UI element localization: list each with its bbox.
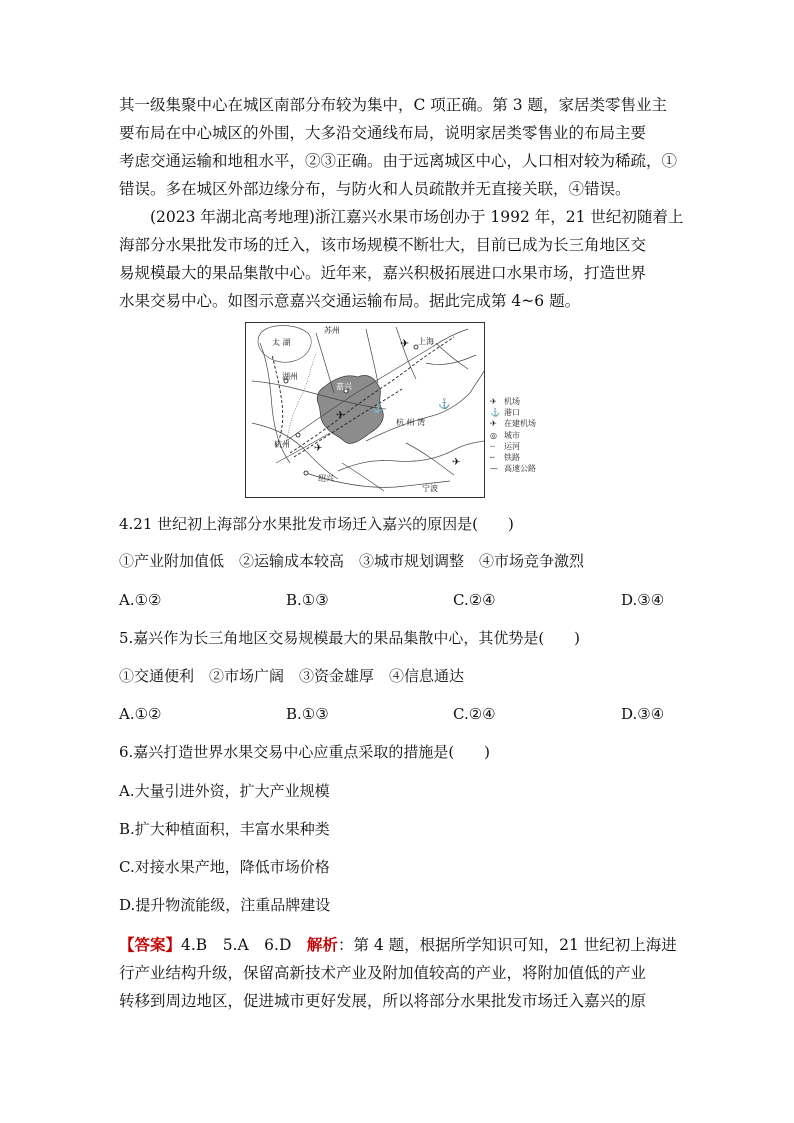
city-dot-hangzhou (296, 433, 300, 437)
port-icon: ⚓ (372, 403, 385, 414)
legend-city: ◎ 城市 (490, 430, 520, 440)
label-hangzhouwan: 杭 州 湾 (396, 418, 426, 427)
q6-option-c[interactable]: C.对接水果产地，降低市场价格 (119, 858, 330, 876)
intro-line: 要布局在中心城区的外围，大多沿交通线布局，说明家居类零售业的布局主要 (119, 124, 647, 142)
q6-option-d[interactable]: D.提升物流能级，注重品牌建设 (119, 896, 331, 914)
q5-option-c[interactable]: C.②④ (453, 705, 496, 723)
jiaxing-transport-map (245, 322, 485, 498)
question-stem-paragraph (119, 203, 684, 315)
city-icon: ◎ (490, 430, 497, 440)
legend-railway: ╌ 铁路 (490, 453, 520, 463)
map-legend (490, 396, 536, 474)
q4-option-c[interactable]: C.②④ (453, 591, 496, 609)
legend-canal: ┈ 运河 (490, 441, 520, 451)
stem-line: 易规模最大的果品集散中心。近年来，嘉兴积极拓展进口水果市场，打造世界 (119, 264, 647, 282)
q6-option-a[interactable]: A.大量引进外资，扩大产业规模 (119, 782, 330, 800)
q5-option-a[interactable]: A.①② (119, 705, 162, 723)
answer-values: 4.B 5.A 6.D (181, 936, 292, 954)
legend-airport-construction: ✈ 在建机场 (490, 419, 536, 429)
q5-stem: 5.嘉兴作为长三角地区交易规模最大的果品集散中心，其优势是( ) (119, 629, 581, 647)
airport-icon-hangzhou: ✈ (314, 443, 323, 454)
analysis-line-1: ：第 4 题，根据所学知识可知，21 世纪初上海进 (337, 936, 677, 954)
airport-icon-shanghai: ✈ (400, 337, 410, 350)
answer-tag: 【答案】 (119, 935, 182, 954)
port-icon: ⚓ (438, 399, 451, 410)
anchor-icon: ⚓ (490, 408, 500, 418)
stem-line: (2023 年湖北高考地理)浙江嘉兴水果市场创办于 1992 年，21 世纪初随着上 (150, 208, 684, 226)
airport-construction-icon: ✈ (490, 419, 497, 429)
q5-option-d[interactable]: D.③④ (621, 705, 665, 723)
city-dot-shaoxing (304, 471, 308, 475)
railway-line-icon: ╌ (490, 453, 495, 463)
label-taihu: 太 湖 (272, 338, 291, 347)
canal-line-icon: ┈ (490, 441, 495, 451)
analysis-line-2: 行产业结构升级，保留高新技术产业及附加值较高的产业，将附加值低的产业 (119, 964, 647, 982)
label-huzhou: 湖州 (282, 372, 298, 381)
label-suzhou: 苏州 (324, 326, 340, 335)
analysis-tag: 解析 (306, 935, 338, 954)
stem-line: 水果交易中心。如图示意嘉兴交通运输布局。据此完成第 4~6 题。 (119, 292, 581, 310)
q4-option-b[interactable]: B.①③ (286, 591, 329, 609)
label-shaoxing: 绍兴 (318, 474, 334, 483)
q5-items: ①交通便利 ②市场广阔 ③资金雄厚 ④信息通达 (119, 667, 465, 685)
label-hangzhou: 杭州 (274, 440, 290, 449)
legend-port: ⚓ 港口 (490, 408, 520, 418)
intro-line: 错误。多在城区外部边缘分布，与防火和人员疏散并无直接关联，④错误。 (119, 180, 631, 198)
expressway-line-icon: — (490, 464, 498, 474)
q4-option-a[interactable]: A.①② (119, 591, 162, 609)
q6-option-b[interactable]: B.扩大种植面积，丰富水果种类 (119, 820, 330, 838)
airport-icon-jiaxing: ✈ (336, 410, 345, 421)
q4-stem: 4.21 世纪初上海部分水果批发市场迁入嘉兴的原因是( ) (119, 515, 514, 533)
airport-icon: ✈ (490, 397, 497, 406)
label-jiaxing: 嘉兴 (336, 382, 352, 391)
q4-items: ①产业附加值低 ②运输成本较高 ③城市规划调整 ④市场竞争激烈 (119, 552, 585, 570)
label-shanghai: 上海 (418, 337, 434, 346)
map-svg (246, 323, 484, 497)
intro-line: 其一级集聚中心在城区南部分布较为集中，C 项正确。第 3 题，家居类零售业主 (119, 96, 668, 114)
canal (286, 353, 316, 443)
answer-line-1 (119, 931, 677, 959)
label-ningbo: 宁波 (422, 484, 438, 493)
legend-expressway: — 高速公路 (490, 464, 536, 474)
stem-line: 海部分水果批发市场的迁入，该市场规模不断壮大，目前已成为长三角地区交 (119, 236, 647, 254)
answer-paragraph (119, 931, 677, 1015)
port-icons (372, 397, 450, 414)
q4-option-d[interactable]: D.③④ (621, 591, 665, 609)
intro-paragraph (119, 91, 677, 203)
q5-option-b[interactable]: B.①③ (286, 705, 329, 723)
airport-icon-ningbo: ✈ (452, 457, 461, 468)
analysis-line-3: 转移到周边地区，促进城市更好发展，所以将部分水果批发市场迁入嘉兴的原 (119, 992, 647, 1010)
q6-stem: 6.嘉兴打造世界水果交易中心应重点采取的措施是( ) (119, 743, 491, 761)
legend-airport: ✈ 机场 (490, 397, 520, 406)
intro-line: 考虑交通运输和地租水平，②③正确。由于远离城区中心，人口相对较为稀疏，① (119, 152, 678, 170)
